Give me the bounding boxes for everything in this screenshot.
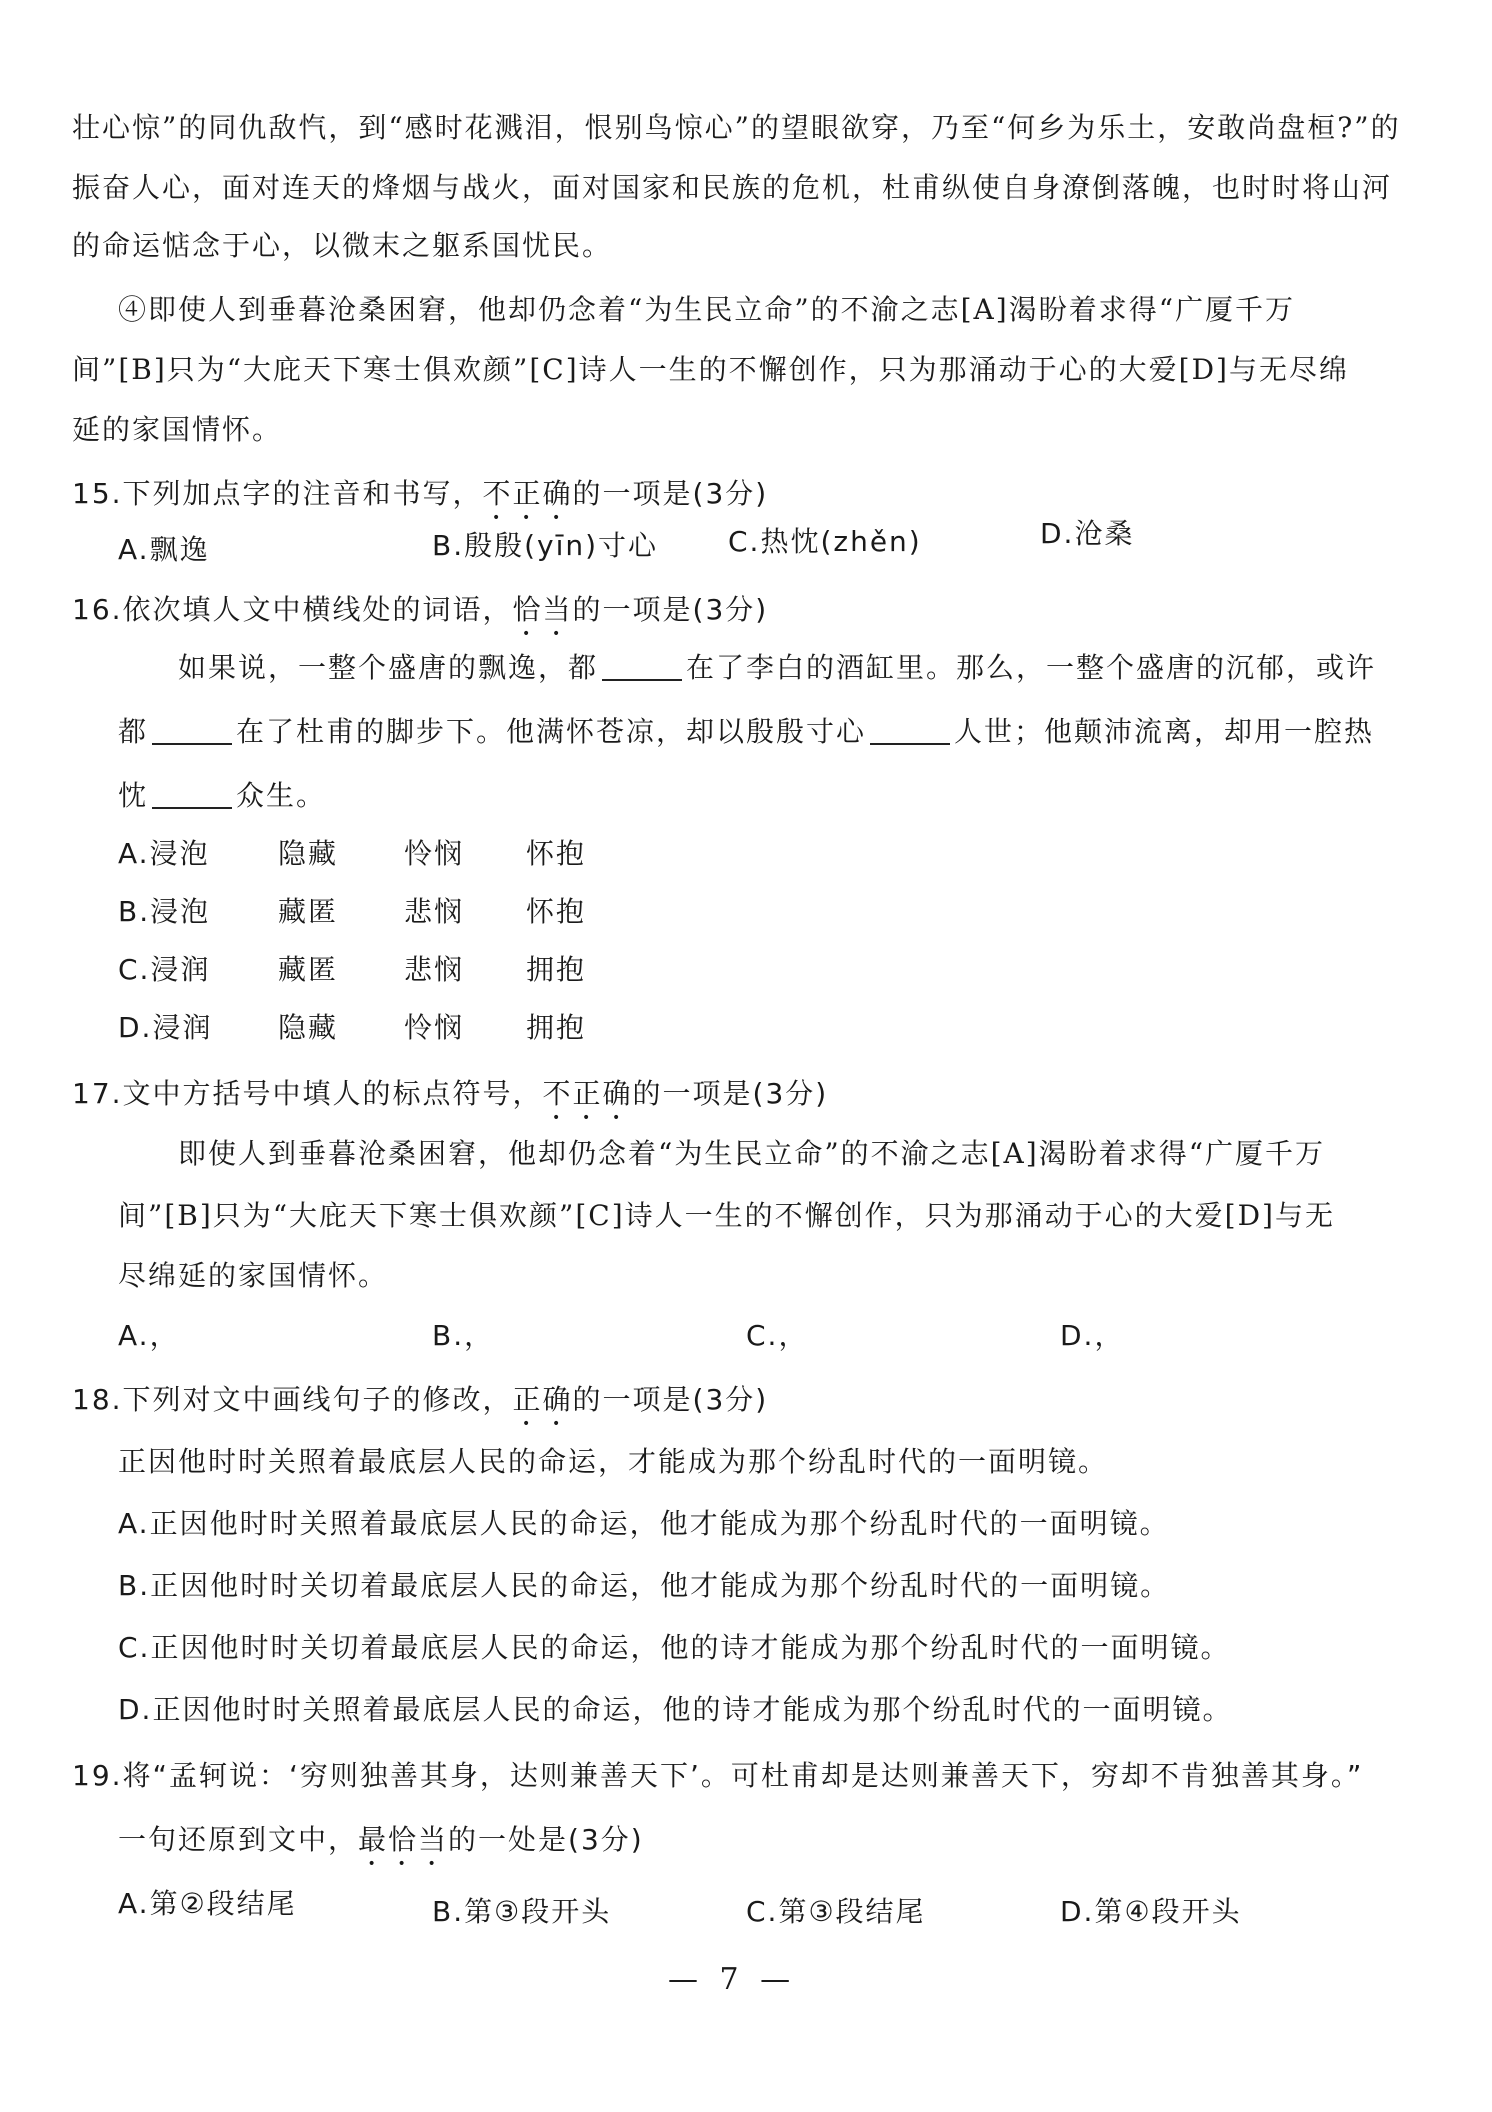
passage-line-2: 振奋人心，面对连天的烽烟与战火，面对国家和民族的危机，杜甫纵使自身潦倒落魄，也时时将山河 bbox=[72, 171, 1393, 204]
q17-option-d[interactable]: D.， bbox=[1060, 1319, 1125, 1352]
q19-stem-line-2: 一句还原到文中，最恰当的一处是(3分) bbox=[118, 1823, 644, 1856]
emphasis-text: 恰当 bbox=[512, 593, 573, 626]
q16-option-c[interactable]: C.浸润 藏匿 悲悯 拥抱 bbox=[118, 953, 587, 986]
q19-stem-line-1: 19.将“孟轲说：‘穷则独善其身，达则兼善天下’。可杜甫却是达则兼善天下，穷却不肯独善其身。” bbox=[72, 1759, 1364, 1792]
q18-option-b[interactable]: B.正因他时时关切着最底层人民的命运，他才能成为那个纷乱时代的一面明镜。 bbox=[118, 1569, 1171, 1602]
emphasis-text: 正确 bbox=[512, 1383, 573, 1416]
fill-blank-3[interactable] bbox=[870, 715, 950, 745]
fill-blank-1[interactable] bbox=[602, 651, 682, 681]
q15-option-a[interactable]: A.飘逸 bbox=[118, 533, 210, 566]
q18-original-sentence: 正因他时时关照着最底层人民的命运，才能成为那个纷乱时代的一面明镜。 bbox=[118, 1445, 1109, 1478]
q15-option-d[interactable]: D.沧桑 bbox=[1040, 517, 1135, 550]
q18-option-d[interactable]: D.正因他时时关照着最底层人民的命运，他的诗才能成为那个纷乱时代的一面明镜。 bbox=[118, 1693, 1233, 1726]
fill-blank-2[interactable] bbox=[152, 715, 232, 745]
q16-option-a[interactable]: A.浸泡 隐藏 怜悯 怀抱 bbox=[118, 837, 587, 870]
q18-option-c[interactable]: C.正因他时时关切着最底层人民的命运，他的诗才能成为那个纷乱时代的一面明镜。 bbox=[118, 1631, 1231, 1664]
q16-text-line-1: 如果说，一整个盛唐的飘逸，都 在了李白的酒缸里。那么，一整个盛唐的沉郁，或许 bbox=[178, 651, 1377, 684]
emphasis-text: 不正确 bbox=[482, 477, 573, 510]
passage-line-3: 的命运惦念于心，以微末之躯系国忧民。 bbox=[72, 229, 613, 262]
passage-p4-line-1: ④即使人到垂暮沧桑困窘，他却仍念着“为生民立命”的不渝之志[A]渴盼着求得“广厦千万 bbox=[118, 293, 1296, 326]
q15-stem: 15.下列加点字的注音和书写，不正确的一项是(3分) bbox=[72, 477, 769, 510]
q17-option-a[interactable]: A.， bbox=[118, 1319, 180, 1352]
q16-text-line-3: 忱 众生。 bbox=[118, 779, 327, 812]
passage-p4-line-2: 间”[B]只为“大庇天下寒士俱欢颜”[C]诗人一生的不懈创作，只为那涌动于心的大爱[D]与无尽绵 bbox=[72, 353, 1349, 386]
q15-option-b[interactable]: B.殷殷(yīn)寸心 bbox=[432, 529, 659, 562]
fill-blank-4[interactable] bbox=[152, 779, 232, 809]
q18-stem: 18.下列对文中画线句子的修改，正确的一项是(3分) bbox=[72, 1383, 769, 1416]
q19-option-a[interactable]: A.第②段结尾 bbox=[118, 1887, 297, 1920]
q17-option-c[interactable]: C.， bbox=[746, 1319, 809, 1352]
q18-option-a[interactable]: A.正因他时时关照着最底层人民的命运，他才能成为那个纷乱时代的一面明镜。 bbox=[118, 1507, 1170, 1540]
emphasis-text: 不正确 bbox=[542, 1077, 633, 1110]
q16-option-b[interactable]: B.浸泡 藏匿 悲悯 怀抱 bbox=[118, 895, 587, 928]
q17-text-line-1: 即使人到垂暮沧桑困窘，他却仍念着“为生民立命”的不渝之志[A]渴盼着求得“广厦千万 bbox=[178, 1137, 1326, 1170]
passage-p4-line-3: 延的家国情怀。 bbox=[72, 413, 283, 446]
q17-stem: 17.文中方括号中填人的标点符号，不正确的一项是(3分) bbox=[72, 1077, 829, 1110]
q19-option-c[interactable]: C.第③段结尾 bbox=[746, 1895, 926, 1928]
q19-option-d[interactable]: D.第④段开头 bbox=[1060, 1895, 1242, 1928]
q16-stem: 16.依次填人文中横线处的词语，恰当的一项是(3分) bbox=[72, 593, 769, 626]
passage-line-1: 壮心惊”的同仇敌忾，到“感时花溅泪，恨别鸟惊心”的望眼欲穿，乃至“何乡为乐土，安敢尚盘桓?”的 bbox=[72, 111, 1401, 144]
page-number: — 7 — bbox=[668, 1962, 797, 1997]
q19-option-b[interactable]: B.第③段开头 bbox=[432, 1895, 612, 1928]
q17-text-line-3: 尽绵延的家国情怀。 bbox=[118, 1259, 389, 1292]
q17-option-b[interactable]: B.， bbox=[432, 1319, 495, 1352]
q17-text-line-2: 间”[B]只为“大庇天下寒士俱欢颜”[C]诗人一生的不懈创作，只为那涌动于心的大爱[D]与无 bbox=[118, 1199, 1335, 1232]
q16-option-d[interactable]: D.浸润 隐藏 怜悯 拥抱 bbox=[118, 1011, 587, 1044]
q15-option-c[interactable]: C.热忱(zhěn) bbox=[728, 525, 922, 558]
q16-text-line-2: 都 在了杜甫的脚步下。他满怀苍凉，却以殷殷寸心 人世；他颠沛流离，却用一腔热 bbox=[118, 715, 1375, 748]
emphasis-text: 最恰当 bbox=[358, 1823, 449, 1856]
